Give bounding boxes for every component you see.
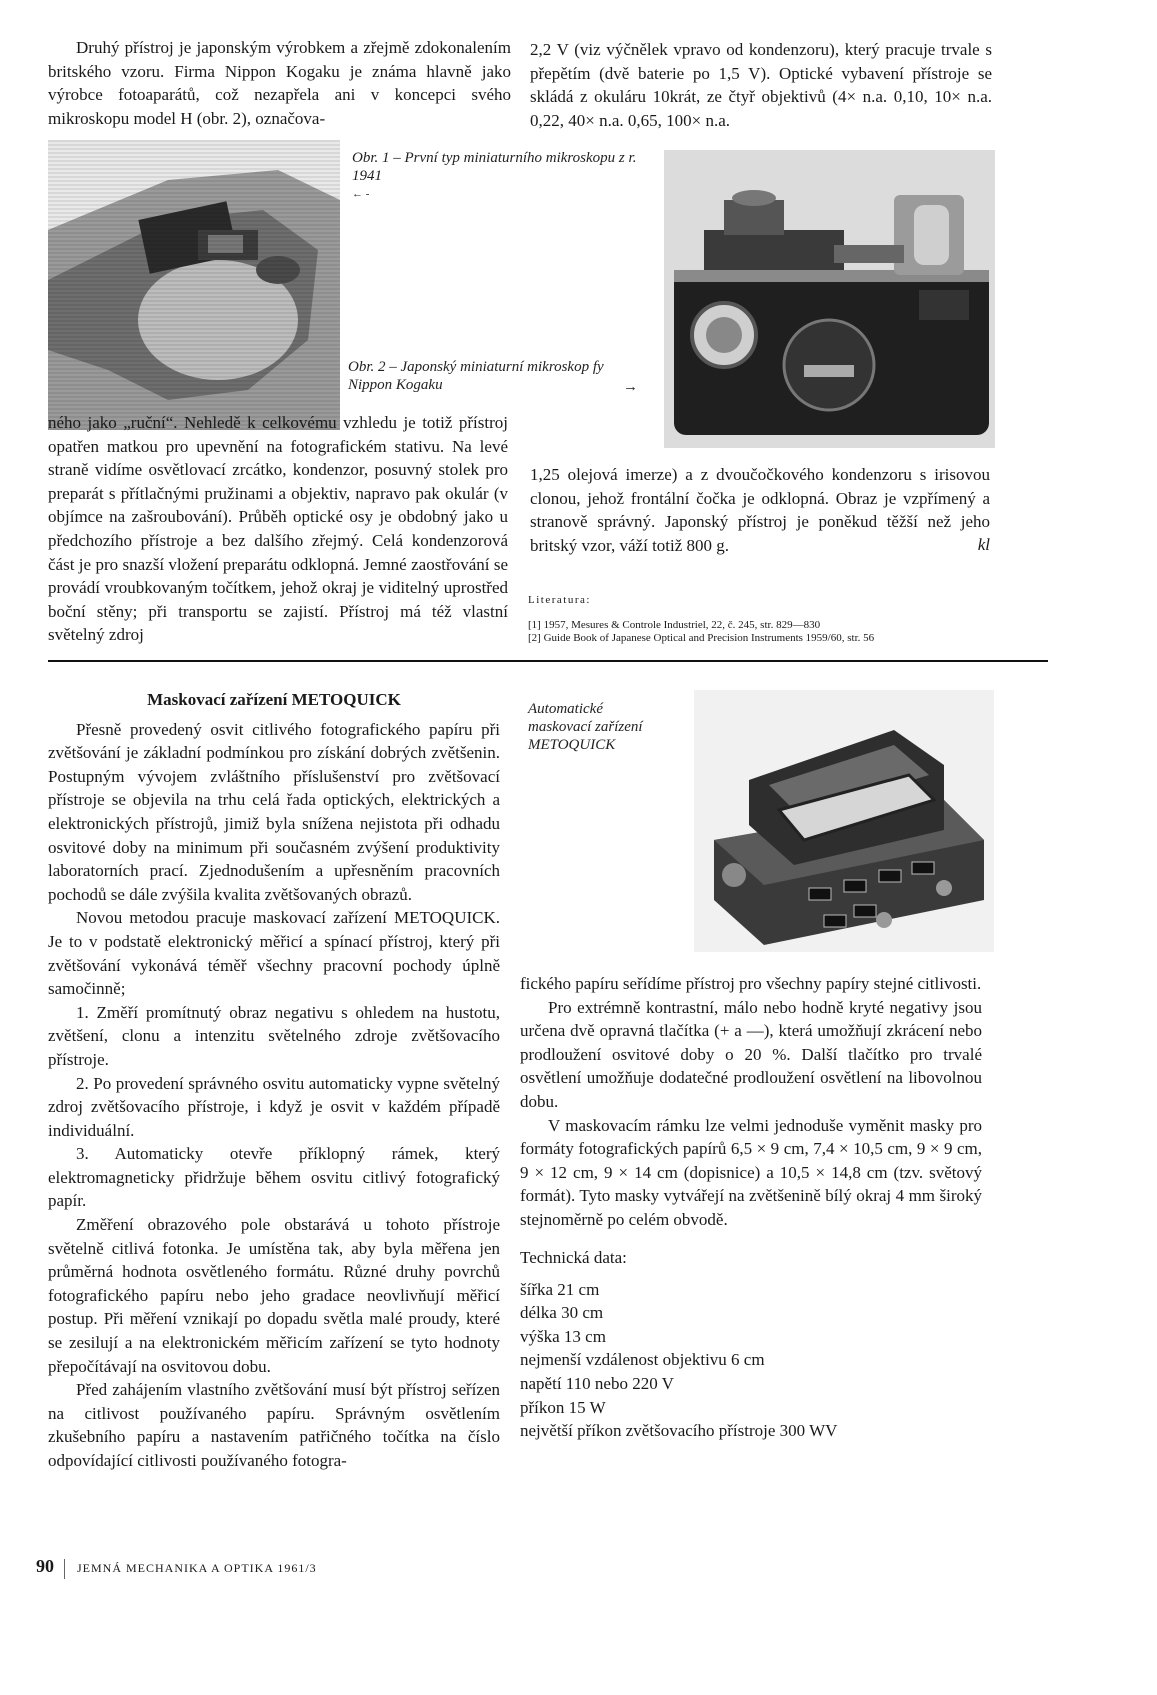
metoquick-device-image	[694, 690, 994, 952]
tech-row: výška 13 cm	[520, 1326, 606, 1346]
article-title: Maskovací zařízení METOQUICK	[147, 690, 401, 709]
article2-left-column	[48, 688, 500, 1473]
tech-row: nejmenší vzdálenost objektivu 6 cm	[520, 1350, 765, 1370]
tech-row: příkon 15 W	[520, 1397, 606, 1417]
literature-section	[528, 594, 988, 645]
list-item: 2. Po provedení správného osvitu automaticky vypne světelný zdroj zvětšovacího přístroje, i když je osvit v každém případě individuální.	[48, 1073, 500, 1140]
article2-right-column	[520, 972, 982, 1232]
nippon-microscope-image	[664, 150, 995, 448]
article1-middle-left	[48, 411, 508, 647]
paragraph: Pro extrémně kontrastní, málo nebo hodně kryté negativy jsou určena dvě opravná tlačítka (+ a —), která umožňují zkrácení nebo prodloužení osvitové doby o 20 %. Další tlačítko pro trvalé osvětlení umožňuje dodatečné prodloužení osvětlení na libovolnou dobu.	[520, 997, 982, 1111]
article1-top-right	[530, 38, 992, 132]
article1-top-left	[48, 36, 511, 130]
tech-row: napětí 110 nebo 220 V	[520, 1373, 674, 1393]
paragraph: Změření obrazového pole obstarává u tohoto přístroje světelně citlivá fotonka. Je umístěna tak, aby byla měřena jen průměrná hodnota osvětleného formátu. Různé druhy povrchů fotografického papíru nebo jeho gradace neovlivňují měřicí postup. Při měření vznikají po dopadu světla malé proudy, které se zesilují a na elektronickém měřicím zařízení se tyto hodnoty přepočítávají na osvitovou dobu.	[48, 1215, 500, 1376]
paragraph: 1,25 olejová imerze) a z dvoučočkového kondenzoru s irisovou clonou, jehož frontální čočka je odklopná. Obraz je vzpřímený a stranově správný. Japonský přístroj je poněkud těžší než jeho britský vzor, váží totiž 800 g.	[530, 465, 990, 555]
literature-item: [1] 1957, Mesures & Controle Industriel, 22, č. 245, str. 829—830	[528, 619, 821, 631]
list-item: 3. Automaticky otevře příklopný rámek, který elektromagneticky přidržuje během osvitu citlivý fotografický papír.	[48, 1144, 500, 1211]
paragraph: Přesně provedený osvit citlivého fotografického papíru při zvětšování je základní podmínkou pro získání dobrých zvětšenin. Postupným vývojem zvláštního příslušenství pro zvětšovací přístroje se objevila na trhu celá řada optických, elektrických a elektronických přístrojů, jimiž byla snížena nejistota při odhadu osvitové doby na minimum při současném zvýšení produktivity laboratorních prací. Zjednodušením a upřesněním pracovních pochodů se dále zvýšila kvalita zvětšovaných obrazů.	[48, 719, 500, 904]
page-number: 90	[36, 1556, 54, 1576]
figure-1-caption: Obr. 1 – První typ miniaturního mikroskopu z r. 1941 ← -	[352, 149, 652, 203]
figure-1-arrow: ← -	[352, 188, 370, 200]
tech-row: největší příkon zvětšovacího přístroje 300 WV	[520, 1421, 838, 1441]
paragraph: V maskovacím rámku lze velmi jednoduše vyměnit masky pro formáty fotografických papírů 6,5 × 9 cm, 7,4 × 10,5 cm, 9 × 9 cm, 9 × 12 cm, 9 × 14 cm (dopisnice) a 10,5 × 14,8 cm (tzv. světový formát). Tyto masky vytvářejí na zvětšenině bílý okraj 4 mm široký stejnoměrně po celém obvodě.	[520, 1115, 982, 1229]
paragraph: fického papíru seřídíme přístroj pro všechny papíry stejné citlivosti.	[520, 974, 982, 993]
tech-row: délka 30 cm	[520, 1303, 604, 1323]
tech-row: šířka 21 cm	[520, 1279, 600, 1299]
literature-item: [2] Guide Book of Japanese Optical and Precision Instruments 1959/60, str. 56	[528, 632, 875, 644]
page-footer	[36, 1556, 317, 1579]
metoquick-caption: Automatické maskovací zařízení METOQUICK	[528, 701, 643, 753]
figure-1-photo	[48, 140, 340, 430]
hand-holding-microscope-image	[48, 140, 340, 430]
metoquick-photo	[694, 690, 994, 952]
paragraph: ného jako „ruční“. Nehledě k celkovému vzhledu je totiž přístroj opatřen matkou pro upevnění na fotografickém stativu. Na levé straně vidíme osvětlovací zrcátko, kondenzor, posuvný stolek pro preparát s přítlačnými pružinami a objektiv, napravo pak okulár (v objímce na zašroubování). Průběh optické osy je obdobný jako u předchozího přístroje a bez dalšího zřejmý. Celá kondenzorová část je pro snazší vložení preparátu odklopná. Jemné zaostřování se provádí vroubkovaným točítkem, jehož okraj je viditelný uprostřed boční stěny; při transportu se zajistí. Přístroj má též vlastní světelný zdroj	[48, 413, 508, 645]
journal-title: JEMNÁ MECHANIKA A OPTIKA 1961/3	[77, 1561, 317, 1575]
figure-2-photo	[664, 150, 995, 448]
author-signature: kl	[977, 535, 990, 555]
technical-data-heading: Technická data:	[520, 1248, 627, 1267]
figure-2-arrow: →	[623, 379, 638, 395]
article-divider	[48, 660, 1048, 662]
paragraph: 2,2 V (viz výčnělek vpravo od kondenzoru), který pracuje trvale s přepětím (dvě baterie po 1,5 V). Optické vybavení přístroje se skládá z okuláru 10krát, ze čtyř objektivů (4× n.a. 0,10, 10× n.a. 0,22, 40× n.a. 0,65, 100× n.a.	[530, 40, 992, 130]
figure-2-caption: Obr. 2 – Japonský miniaturní mikroskop fy Nippon Kogaku →	[348, 359, 638, 395]
footer-separator	[64, 1559, 65, 1579]
paragraph: Před zahájením vlastního zvětšování musí být přístroj seřízen na citlivost používaného papíru. Správným osvětlením zkušebního papíru a nastavením patřičného točítka na číslo odpovídající citlivosti používaného fotogra-	[48, 1380, 500, 1470]
literature-heading: Literatura:	[528, 594, 591, 606]
list-item: 1. Změří promítnutý obraz negativu s ohledem na hustotu, zvětšení, clonu a intenzitu světelného zdroje zvětšovacího přístroje.	[48, 1002, 500, 1069]
paragraph: Novou metodou pracuje maskovací zařízení METOQUICK. Je to v podstatě elektronický měřicí a spínací přístroj, který při zvětšování vykonává téměř všechny pracovní pochody úplně samočinně;	[48, 908, 500, 999]
article1-middle-right	[530, 463, 990, 557]
technical-data	[520, 1246, 990, 1443]
paragraph: Druhý přístroj je japonským výrobkem a zřejmě zdokonalením britského vzoru. Firma Nippon Kogaku je známa hlavně jako výrobce fotoaparátů, což nezapřela ani v koncepci svého mikroskopu model H (obr. 2), označova-	[48, 38, 511, 128]
